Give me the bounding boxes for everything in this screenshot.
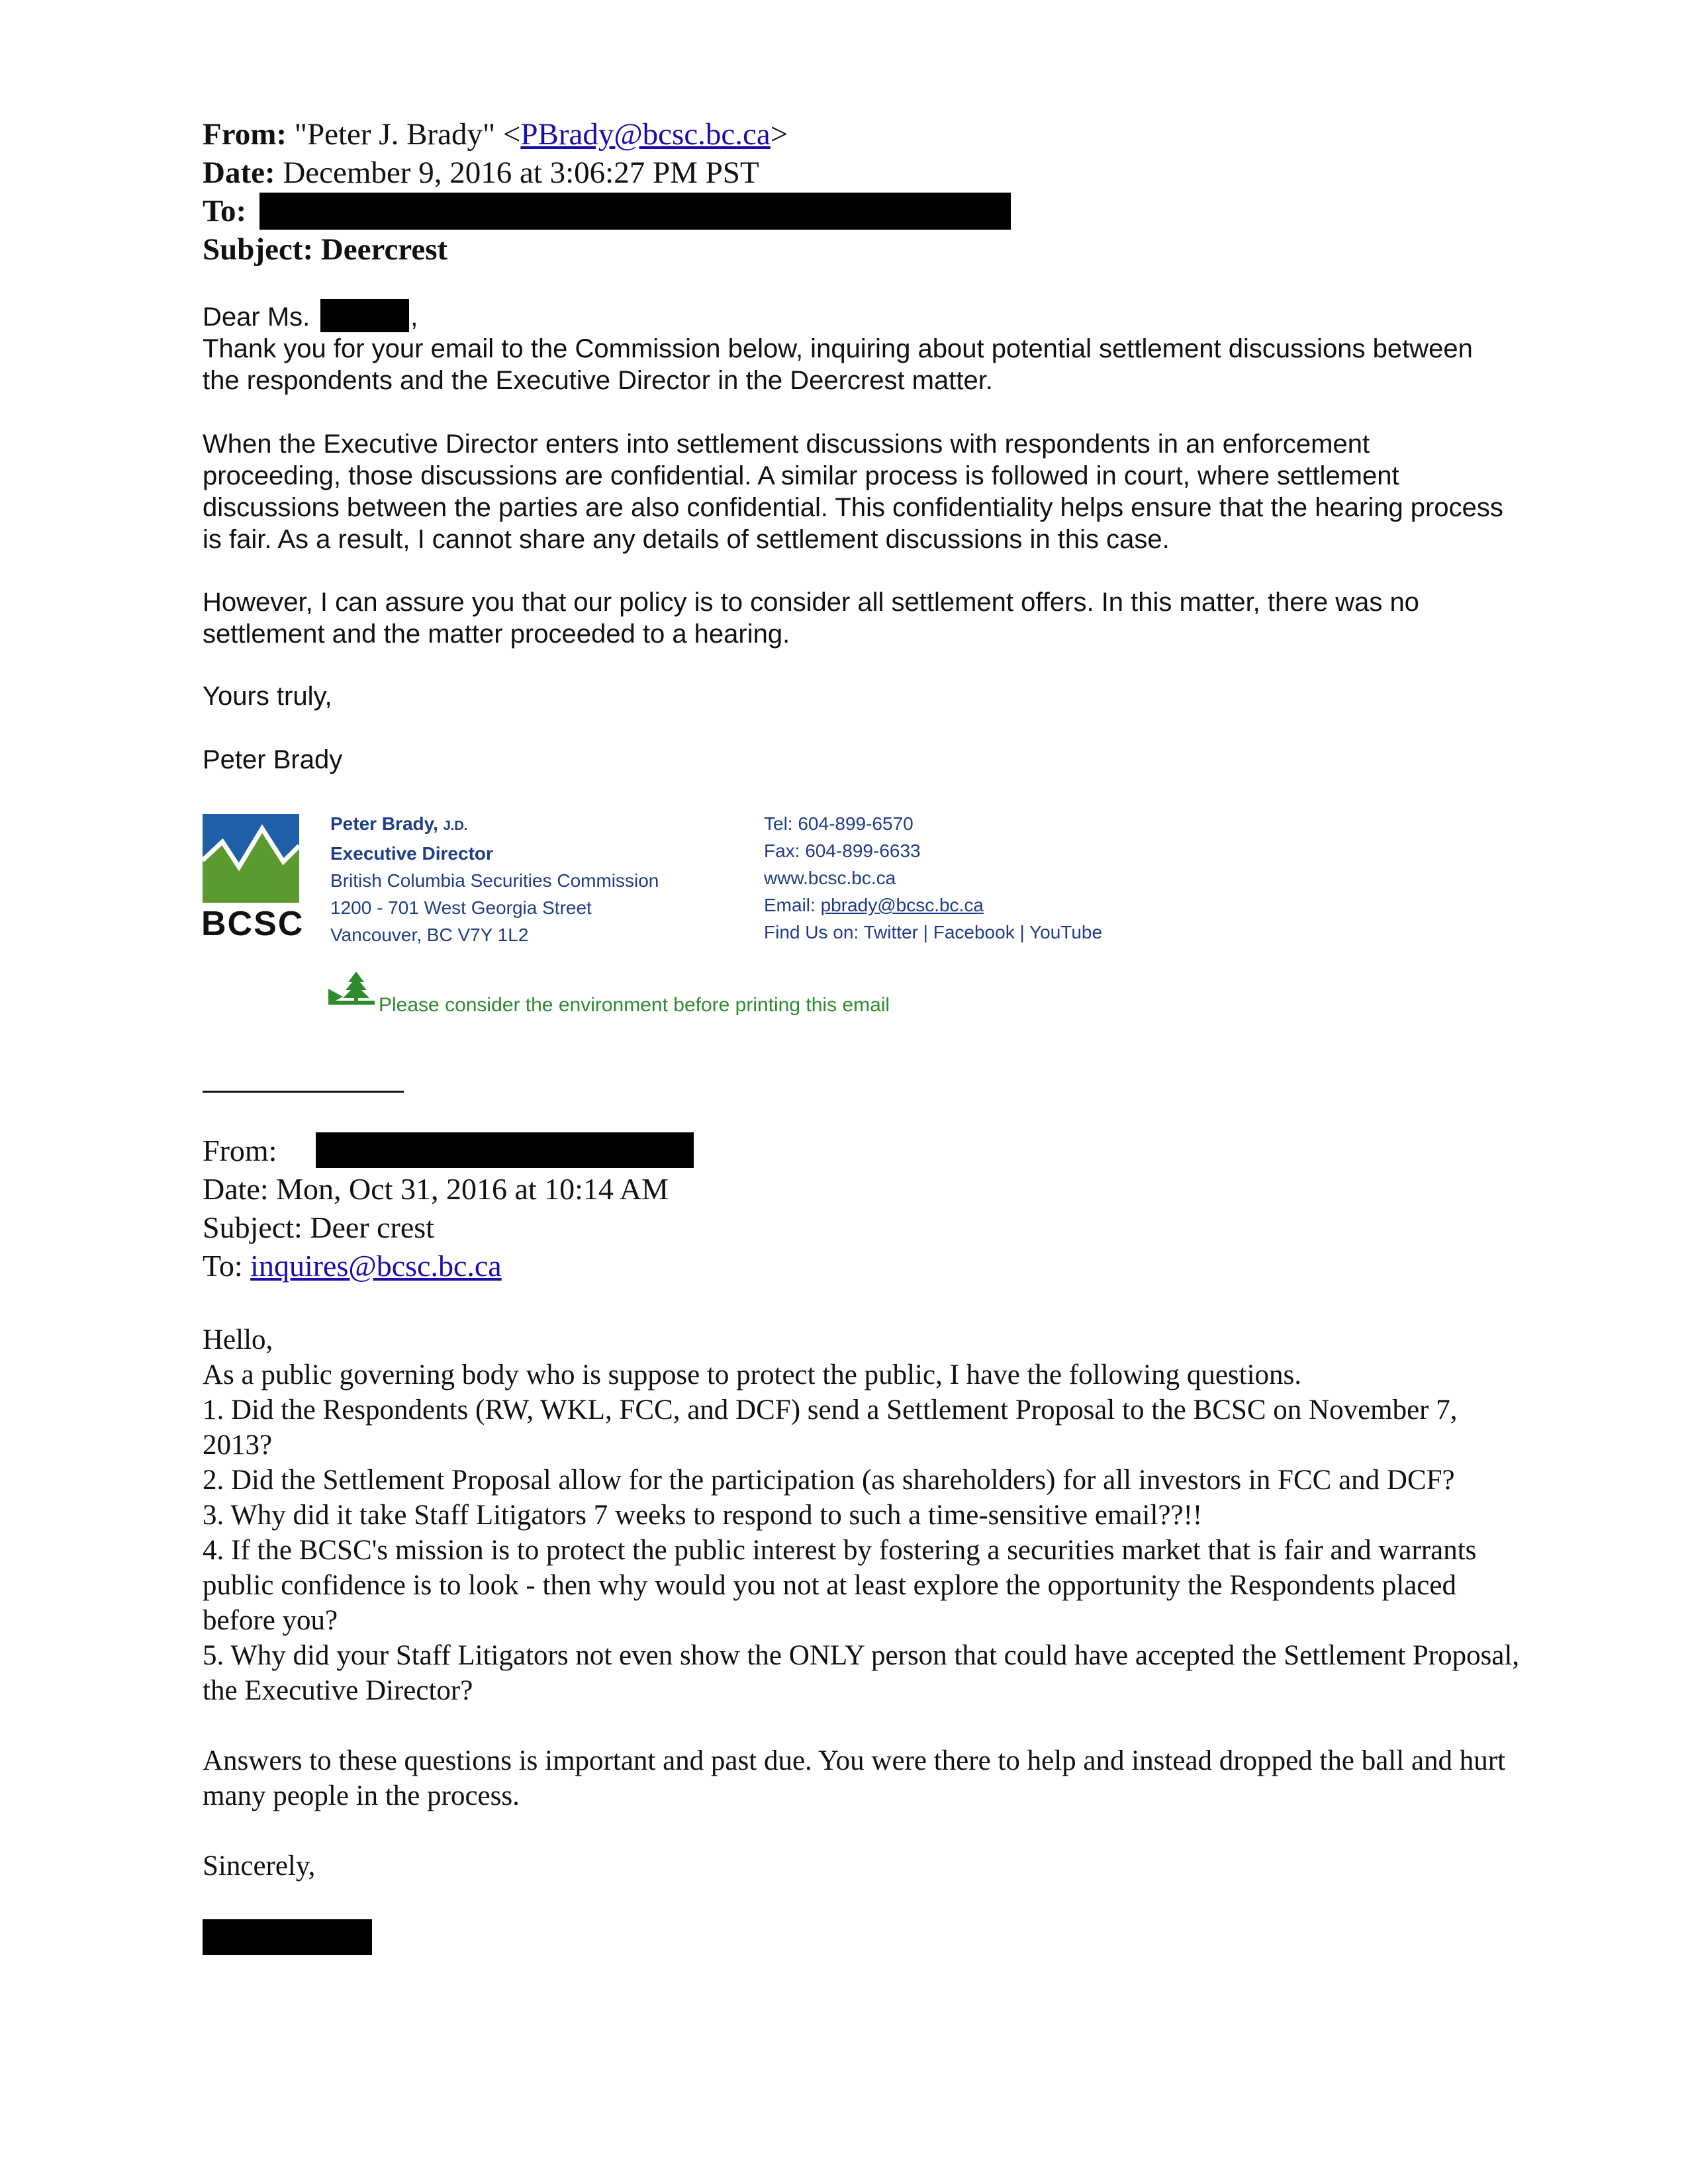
email1-para3-text: However, I can assure you that our policy is to consider all settlement offers. In this matter, there was no settlement and the matter proceeded to a hearing. — [203, 588, 1419, 649]
email2-from-line — [203, 1132, 277, 1170]
email1-from-bracket-close: > — [770, 117, 788, 152]
email2-blank-line-2 — [203, 1813, 1526, 1848]
email2-subject-label: Subject: — [203, 1210, 303, 1244]
email2-to-email-link[interactable]: inquires@bcsc.bc.ca — [250, 1249, 502, 1283]
email1-date-label: Date: — [203, 156, 275, 190]
email1-to-label: To: — [203, 194, 247, 228]
email1-from-line — [203, 115, 788, 154]
email2-greeting: Hello, — [203, 1324, 273, 1355]
email2-question-4: 4. If the BCSC's mission is to protect the public interest by fostering a securities market that is fair and warrants public confidence is to look - then why would you not at least explore the opportunity the Respondents placed before you? — [203, 1535, 1477, 1636]
email2-body — [203, 1322, 1526, 1884]
signature-organization: British Columbia Securities Commission — [330, 870, 659, 891]
signature-name: Peter Brady, — [330, 813, 438, 834]
signature-website[interactable]: www.bcsc.bc.ca — [764, 868, 896, 888]
salutation-text: Dear Ms. — [203, 302, 310, 332]
email1-from-bracket-open: < — [502, 117, 521, 152]
email2-blank-line — [203, 1708, 1526, 1743]
signature-address-line1: 1200 - 701 West Georgia Street — [330, 897, 592, 918]
salutation-comma: , — [410, 302, 418, 332]
separator-line — [203, 1091, 404, 1093]
email1-signoff: Peter Brady — [203, 745, 343, 774]
email1-closing: Yours truly, — [203, 682, 332, 711]
email2-question-3: 3. Why did it take Staff Litigators 7 weeks to respond to such a time-sensitive email??!! — [203, 1500, 1203, 1531]
bcsc-logo-text: BCSC — [201, 905, 305, 943]
redaction-sender-address — [316, 1132, 694, 1168]
email2-subject-value: Deer crest — [310, 1210, 434, 1244]
signature-social-links[interactable]: Find Us on: Twitter | Facebook | YouTube — [764, 922, 1103, 942]
email2-date-line — [203, 1170, 669, 1208]
redaction-to-address — [259, 193, 1011, 230]
email1-paragraph-2 — [203, 428, 1513, 555]
email2-subject-line — [203, 1208, 434, 1247]
email2-from-label: From: — [203, 1134, 277, 1167]
email1-paragraph-1 — [203, 333, 1513, 396]
tree-icon — [328, 969, 379, 1007]
email1-date-value: December 9, 2016 at 3:06:27 PM PST — [283, 156, 759, 190]
email1-subject-value: Deercrest — [320, 232, 448, 267]
redaction-sender-name — [203, 1919, 372, 1955]
signature-email-label: Email: — [764, 895, 816, 915]
email1-date-line — [203, 154, 759, 192]
signature-title: Executive Director — [330, 843, 493, 864]
email1-paragraph-3 — [203, 586, 1513, 650]
email2-question-2: 2. Did the Settlement Proposal allow for the participation (as shareholders) for all investors in FCC and DCF? — [203, 1465, 1455, 1496]
email1-from-email-link[interactable]: PBrady@bcsc.bc.ca — [520, 117, 771, 152]
email1-para2-text: When the Executive Director enters into settlement discussions with respondents in an enforcement proceeding, those discussions are confidential. A similar process is followed in court, where settlement discussions between the parties are also confidential. This confidentiality helps ensure that the hearing process is fair. As a result, I cannot share any details of settlement discussions in this case. — [203, 430, 1503, 554]
email2-to-line — [203, 1247, 502, 1285]
email2-to-label: To: — [203, 1249, 243, 1283]
email1-to-line — [203, 192, 246, 230]
redaction-recipient-name — [320, 299, 409, 332]
signature-email-link[interactable]: pbrady@bcsc.bc.ca — [820, 895, 984, 915]
email2-question-1: 1. Did the Respondents (RW, WKL, FCC, and DCF) send a Settlement Proposal to the BCSC on November 7, 2013? — [203, 1394, 1458, 1461]
signature-address-line2: Vancouver, BC V7Y 1L2 — [330, 925, 529, 945]
email1-from-name: "Peter J. Brady" — [294, 117, 496, 152]
email1-para1-text: Thank you for your email to the Commission below, inquiring about potential settlement discussions between the respondents and the Executive Director in the Deercrest matter. — [203, 334, 1473, 395]
bcsc-logo-icon — [203, 814, 299, 903]
email2-date-label: Date: — [203, 1172, 269, 1206]
signature-left-column — [330, 810, 659, 948]
email2-date-value: Mon, Oct 31, 2016 at 10:14 AM — [276, 1172, 669, 1206]
email2-signoff: Sincerely, — [203, 1850, 316, 1882]
email1-subject-line — [203, 230, 447, 269]
signature-tel: Tel: 604-899-6570 — [764, 813, 914, 834]
email2-closing-paragraph: Answers to these questions is important and past due. You were there to help and instead dropped the ball and hurt many people in the process. — [203, 1745, 1506, 1811]
email1-subject-label: Subject: — [203, 232, 314, 267]
email2-intro: As a public governing body who is suppose to protect the public, I have the following questions. — [203, 1359, 1302, 1390]
signature-name-suffix: J.D. — [443, 819, 468, 833]
eco-print-note: Please consider the environment before printing this email — [379, 994, 890, 1016]
email1-from-label: From: — [203, 117, 287, 152]
signature-fax: Fax: 604-899-6633 — [764, 841, 921, 861]
signature-right-column — [764, 810, 1102, 946]
email2-question-5: 5. Why did your Staff Litigators not even show the ONLY person that could have accepted the Settlement Proposal, the Executive Director? — [203, 1640, 1520, 1706]
